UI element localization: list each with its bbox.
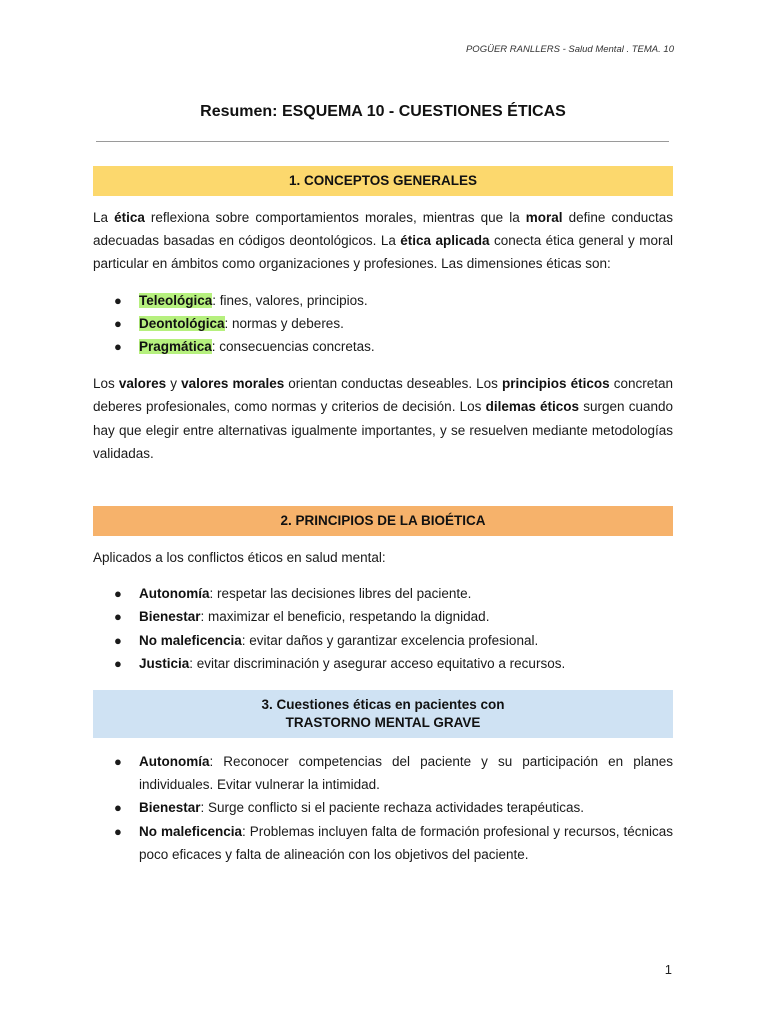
list-dimensiones-eticas [93,289,673,359]
bold-term-valores: valores [118,376,167,392]
list-item-text: : normas y deberes. [224,315,344,331]
text-run: Los [93,376,119,392]
list-item-text: : respetar las decisiones libres del paciente. [209,586,472,602]
list-item-text: : evitar discriminación y asegurar acceso equitativo a recursos. [189,655,566,671]
list-item-text: : consecuencias concretas. [211,339,375,355]
bullet-icon: ● [114,586,122,602]
text-run: y [166,376,182,392]
list-item [93,820,673,866]
bold-term: No maleficencia [139,632,242,648]
list-item [93,796,673,819]
bold-term-dilemas-eticos: dilemas éticos [485,399,580,415]
section-heading-line: 3. Cuestiones éticas en pacientes con [261,697,505,713]
bullet-icon: ● [114,655,122,671]
list-item [93,605,673,628]
bullet-icon: ● [114,823,122,839]
list-item [93,629,673,652]
list-item [93,335,673,358]
section-heading-conceptos-generales: 1. CONCEPTOS GENERALES [93,166,673,196]
list-item-text: : maximizar el beneficio, respetando la dignidad. [200,609,490,625]
list-item-text: : Problemas incluyen falta de formación profesional y recursos, técnicas poco eficaces y falta de alineación con los objetivos del paciente. [139,823,673,862]
list-principios-bioetica [93,582,673,675]
running-header: POGÜER RANLLERS - Salud Mental . TEMA. 10 [465,44,674,55]
section-heading-trastorno-mental-grave [93,690,673,738]
bullet-icon: ● [114,754,122,770]
bullet-icon: ● [114,292,122,308]
bold-term: Autonomía [139,586,210,602]
list-item [93,652,673,675]
list-item [93,582,673,605]
list-item [93,312,673,335]
paragraph-etica-moral [93,206,673,276]
text-run: orientan conductas deseables. Los [284,376,503,392]
bold-term-etica: ética [114,210,145,225]
text-run: define conductas adecuadas basadas en códigos deontológicos. La [93,210,673,249]
bold-term: Autonomía [139,754,210,770]
document-title: Resumen: ESQUEMA 10 - CUESTIONES ÉTICAS [200,103,566,120]
bold-term-principios-eticos: principios éticos [502,376,610,392]
highlighted-term: Pragmática [139,339,212,355]
bold-term: No maleficencia [139,823,242,839]
document-body [93,166,673,866]
bold-term: Bienestar [139,800,201,816]
text-run: surgen cuando hay que elegir entre alternativas igualmente importantes, y se resuelven mediante metodologías validadas. [93,399,673,461]
bold-term: Justicia [139,655,190,671]
list-item [93,289,673,312]
page-number: 1 [664,962,672,977]
bold-term-moral: moral [525,210,563,225]
list-item-text: : evitar daños y garantizar excelencia profesional. [241,632,539,648]
bullet-icon: ● [114,315,122,331]
paragraph-valores-principios [93,372,673,465]
bold-term-valores-morales: valores morales [181,376,285,392]
title-divider [96,141,669,142]
highlighted-term: Teleológica [139,292,213,308]
text-run: concretan deberes profesionales, como normas y criterios de decisión. Los [93,376,673,415]
paragraph-intro-bioetica: Aplicados a los conflictos éticos en salud mental: [93,550,386,566]
bullet-icon: ● [114,632,122,648]
bullet-icon: ● [114,609,122,625]
list-item-text: : fines, valores, principios. [212,292,368,308]
list-cuestiones-tmg [93,750,673,866]
bullet-icon: ● [114,800,122,816]
text-run: conecta ética general y moral particular en ámbitos como organizaciones y profesiones. Las dimensiones éticas son: [93,233,673,272]
text-run: La [93,210,115,225]
list-item [93,750,673,796]
bold-term: Bienestar [139,609,201,625]
text-run: reflexiona sobre comportamientos morales, mientras que la [144,210,526,225]
bold-term-etica-aplicada: ética aplicada [400,233,490,249]
list-item-text: : Reconocer competencias del paciente y su participación en planes individuales. Evitar vulnerar la intimidad. [139,754,673,793]
section-heading-principios-bioetica: 2. PRINCIPIOS DE LA BIOÉTICA [93,506,673,536]
list-item-text: : Surge conflicto si el paciente rechaza actividades terapéuticas. [200,800,584,816]
section-heading-line: TRASTORNO MENTAL GRAVE [285,715,481,731]
highlighted-term: Deontológica [139,315,225,331]
bullet-icon: ● [114,339,122,355]
